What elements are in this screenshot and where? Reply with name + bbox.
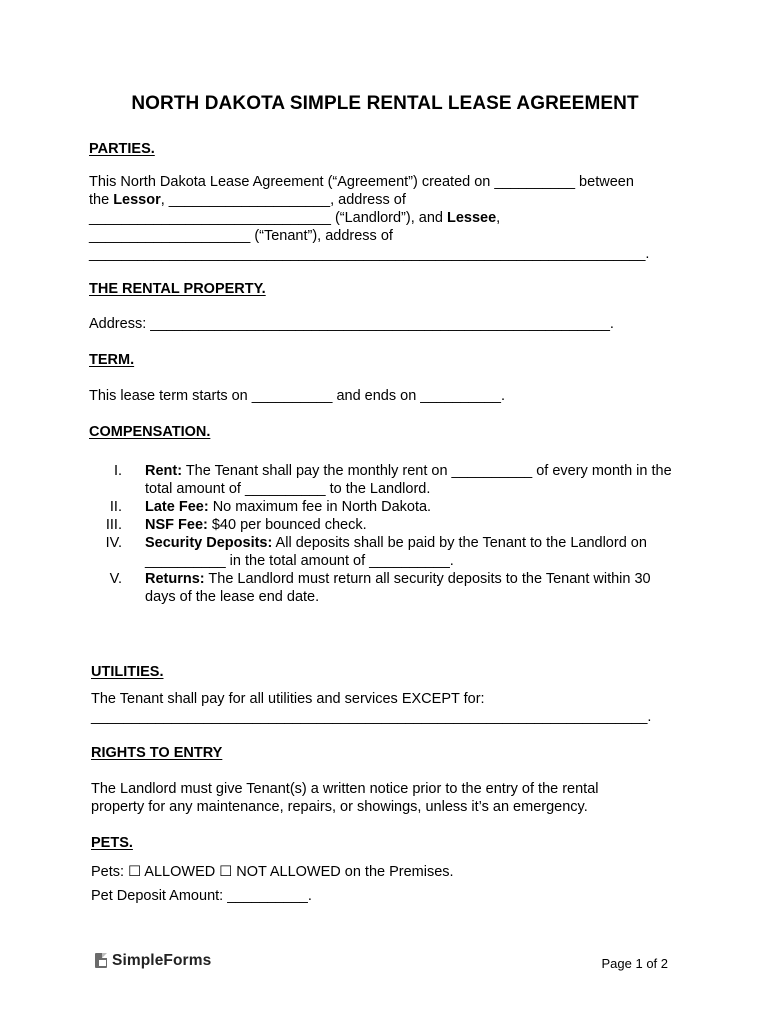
list-number: V.: [109, 571, 122, 587]
pets-heading: PETS.: [91, 835, 133, 851]
parties-line-4: ____________________ (“Tenant”), address of: [89, 228, 393, 244]
list-item-returns: Returns: The Landlord must return all security deposits to the Tenant within 30 days of the lease end date.: [145, 571, 651, 605]
parties-line-3: ______________________________ (“Landlord”), and Lessee,: [89, 210, 501, 226]
entry-heading: RIGHTS TO ENTRY: [91, 745, 223, 761]
list-item-security-deposits: Security Deposits: All deposits shall be paid by the Tenant to the Landlord on __________ in the total amount of __________.: [145, 535, 647, 569]
brand-name: SimpleForms: [112, 952, 212, 969]
entry-line-1: The Landlord must give Tenant(s) a written notice prior to the entry of the rental: [91, 781, 599, 797]
lessee-label: Lessee: [446, 210, 497, 226]
utilities-line-2: _____________________________________________________________________.: [91, 709, 652, 725]
utilities-heading: UTILITIES.: [91, 664, 164, 680]
list-number: IV.: [105, 535, 122, 551]
compensation-heading: COMPENSATION.: [89, 424, 211, 440]
document-icon: [95, 953, 109, 969]
page-number: Page 1 of 2: [601, 956, 668, 971]
property-address: Address: _________________________________________________________.: [89, 316, 614, 332]
pets-allowed-line: Pets: ☐ ALLOWED ☐ NOT ALLOWED on the Premises.: [91, 864, 454, 880]
pet-deposit-line: Pet Deposit Amount: __________.: [91, 888, 312, 904]
parties-heading: PARTIES.: [89, 141, 155, 157]
parties-line-5: _____________________________________________________________________.: [89, 246, 650, 262]
list-number: III.: [105, 517, 122, 533]
list-number: I.: [113, 463, 122, 479]
list-item-rent: Rent: The Tenant shall pay the monthly rent on __________ of every month in the total amount of __________ to the Landlord.: [145, 463, 672, 497]
document-title: NORTH DAKOTA SIMPLE RENTAL LEASE AGREEMENT: [131, 93, 639, 114]
list-item-nsf-fee: NSF Fee: $40 per bounced check.: [145, 517, 367, 533]
parties-line-2: the Lessor, ____________________, address of: [89, 192, 406, 208]
list-number: II.: [109, 499, 122, 515]
utilities-line-1: The Tenant shall pay for all utilities and services EXCEPT for:: [91, 691, 485, 707]
simpleforms-logo: [95, 952, 211, 970]
term-text: This lease term starts on __________ and ends on __________.: [89, 388, 505, 404]
property-heading: THE RENTAL PROPERTY.: [89, 281, 266, 297]
lessor-label: Lessor: [113, 192, 161, 208]
list-item-late-fee: Late Fee: No maximum fee in North Dakota.: [145, 499, 432, 515]
parties-line-1: This North Dakota Lease Agreement (“Agreement”) created on __________ between: [89, 174, 634, 190]
entry-line-2: property for any maintenance, repairs, or showings, unless it’s an emergency.: [91, 799, 588, 815]
term-heading: TERM.: [89, 352, 135, 368]
